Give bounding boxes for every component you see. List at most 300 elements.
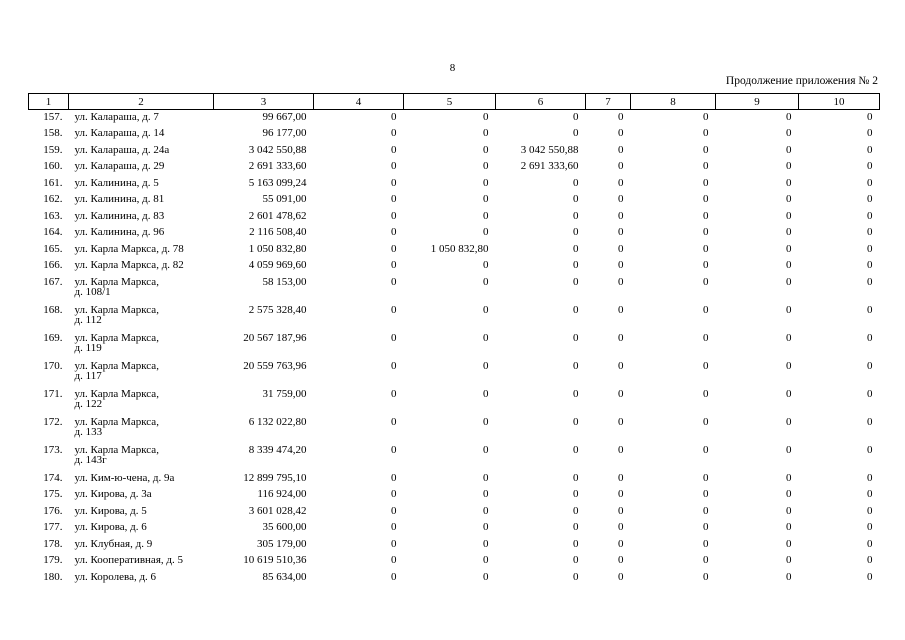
address-cell — [69, 192, 214, 209]
value-cell: 0 — [391, 331, 397, 344]
value-cell: 0 — [867, 143, 873, 156]
value-cell: 0 — [573, 537, 579, 550]
address-cell — [69, 520, 214, 537]
row-number: 178. — [43, 537, 63, 550]
value-cell: 0 — [786, 160, 792, 172]
value-cell: 0 — [391, 443, 397, 456]
value-cell: 0 — [483, 331, 489, 344]
value-cell: 0 — [703, 242, 709, 255]
value-cell: 0 — [618, 259, 624, 271]
value-cell: 2 691 333,60 — [520, 160, 579, 172]
value-cell: 0 — [618, 160, 624, 172]
value-cell: 2 691 333,60 — [248, 160, 307, 172]
value-cell: 0 — [391, 570, 397, 583]
value-cell: 0 — [703, 193, 709, 205]
value-cell: 0 — [703, 275, 709, 288]
value-cell: 0 — [573, 521, 579, 533]
address-line: ул. Кирова, д. 3а — [74, 488, 152, 500]
value-cell: 0 — [391, 488, 397, 500]
address-cell — [69, 303, 214, 331]
value-cell: 0 — [703, 143, 709, 156]
column-number-row — [29, 94, 880, 110]
row-number: 157. — [43, 111, 63, 123]
value-cell: 0 — [391, 143, 397, 156]
table-row — [29, 471, 880, 488]
address-cell — [69, 487, 214, 504]
table-row — [29, 504, 880, 521]
table-row — [29, 443, 880, 471]
value-cell: 0 — [703, 570, 709, 583]
value-cell: 0 — [703, 359, 709, 372]
value-cell: 3 601 028,42 — [248, 504, 307, 517]
value-cell: 0 — [867, 226, 873, 238]
address-line: ул. Ким-ю-чена, д. 9а — [74, 471, 175, 484]
table-row — [29, 225, 880, 242]
value-cell: 8 339 474,20 — [248, 443, 307, 456]
row-number: 162. — [43, 193, 63, 205]
value-cell: 0 — [867, 488, 873, 500]
table-row — [29, 331, 880, 359]
value-cell: 0 — [786, 176, 792, 189]
value-cell: 0 — [483, 303, 489, 316]
value-cell: 5 163 099,24 — [248, 176, 307, 189]
value-cell: 0 — [618, 359, 624, 372]
value-cell: 0 — [618, 193, 624, 205]
value-cell: 0 — [391, 111, 397, 123]
table-row — [29, 110, 880, 127]
value-cell: 0 — [618, 537, 624, 550]
value-cell: 0 — [867, 387, 873, 400]
value-cell: 0 — [391, 242, 397, 255]
value-cell: 0 — [867, 127, 873, 139]
address-cell — [69, 242, 214, 259]
value-cell: 0 — [867, 570, 873, 583]
value-cell: 0 — [391, 127, 397, 139]
value-cell: 0 — [786, 570, 792, 583]
row-number: 168. — [43, 303, 63, 316]
value-cell: 0 — [786, 209, 792, 222]
value-cell: 0 — [573, 259, 579, 271]
row-number: 170. — [43, 359, 63, 372]
value-cell: 4 059 969,60 — [248, 259, 307, 271]
address-line: ул. Калараша, д. 14 — [74, 127, 165, 139]
value-cell: 0 — [391, 275, 397, 288]
value-cell: 3 042 550,88 — [248, 143, 307, 156]
address-line: д. 108/1 — [74, 285, 111, 298]
address-cell — [69, 387, 214, 415]
value-cell: 0 — [867, 303, 873, 316]
value-cell: 0 — [703, 209, 709, 222]
value-cell: 1 050 832,80 — [248, 242, 307, 255]
value-cell: 0 — [483, 504, 489, 517]
address-line: ул. Кирова, д. 6 — [74, 521, 147, 533]
value-cell: 0 — [618, 331, 624, 344]
value-cell: 0 — [573, 209, 579, 222]
address-line: д. 143г — [74, 453, 107, 466]
address-line: ул. Калараша, д. 7 — [74, 111, 159, 123]
value-cell: 20 559 763,96 — [243, 359, 307, 372]
value-cell: 0 — [786, 415, 792, 428]
value-cell: 85 634,00 — [262, 570, 307, 583]
value-cell: 0 — [867, 554, 873, 566]
row-number: 179. — [43, 554, 63, 566]
value-cell: 0 — [618, 415, 624, 428]
value-cell: 2 601 478,62 — [248, 209, 307, 222]
column-header: 5 — [404, 94, 496, 110]
table-row — [29, 570, 880, 587]
value-cell: 0 — [703, 331, 709, 344]
value-cell: 0 — [867, 471, 873, 484]
address-line: ул. Калинина, д. 96 — [74, 226, 165, 238]
value-cell: 0 — [703, 176, 709, 189]
address-line: ул. Карла Маркса, — [74, 443, 159, 456]
address-line: д. 122 — [74, 397, 103, 410]
address-cell — [69, 159, 214, 176]
value-cell: 0 — [391, 160, 397, 172]
value-cell: 0 — [618, 111, 624, 123]
value-cell: 0 — [483, 127, 489, 139]
value-cell: 0 — [483, 359, 489, 372]
column-header: 10 — [799, 94, 880, 110]
value-cell: 0 — [618, 504, 624, 517]
value-cell: 0 — [618, 303, 624, 316]
address-cell — [69, 415, 214, 443]
value-cell: 0 — [573, 488, 579, 500]
value-cell: 0 — [867, 193, 873, 205]
value-cell: 0 — [483, 471, 489, 484]
address-line: ул. Карла Маркса, — [74, 275, 159, 288]
value-cell: 0 — [483, 160, 489, 172]
address-line: ул. Клубная, д. 9 — [74, 537, 153, 550]
table-row — [29, 275, 880, 303]
value-cell: 0 — [483, 209, 489, 222]
table-row — [29, 537, 880, 554]
value-cell: 12 899 795,10 — [243, 471, 307, 484]
value-cell: 0 — [867, 275, 873, 288]
value-cell: 0 — [391, 471, 397, 484]
value-cell: 0 — [573, 275, 579, 288]
address-cell — [69, 275, 214, 303]
address-line: ул. Калинина, д. 83 — [74, 209, 165, 222]
value-cell: 0 — [786, 226, 792, 238]
row-number: 161. — [43, 176, 63, 189]
value-cell: 0 — [786, 554, 792, 566]
address-line: ул. Карла Маркса, д. 78 — [74, 242, 184, 255]
value-cell: 0 — [786, 387, 792, 400]
value-cell: 0 — [573, 359, 579, 372]
value-cell: 0 — [703, 160, 709, 172]
value-cell: 0 — [573, 554, 579, 566]
row-number: 172. — [43, 415, 63, 428]
value-cell: 0 — [867, 443, 873, 456]
value-cell: 0 — [618, 143, 624, 156]
value-cell: 0 — [391, 303, 397, 316]
value-cell: 0 — [573, 387, 579, 400]
row-number: 177. — [43, 521, 63, 533]
column-header: 3 — [214, 94, 314, 110]
table-row — [29, 520, 880, 537]
address-line: ул. Карла Маркса, — [74, 387, 159, 400]
row-number: 174. — [43, 471, 63, 484]
table-row — [29, 258, 880, 275]
value-cell: 0 — [573, 176, 579, 189]
value-cell: 0 — [483, 554, 489, 566]
table-row — [29, 387, 880, 415]
value-cell: 0 — [618, 387, 624, 400]
value-cell: 0 — [483, 275, 489, 288]
address-cell — [69, 471, 214, 488]
value-cell: 0 — [483, 537, 489, 550]
value-cell: 0 — [483, 488, 489, 500]
address-line: ул. Карла Маркса, — [74, 303, 159, 316]
value-cell: 0 — [867, 331, 873, 344]
value-cell: 0 — [786, 331, 792, 344]
address-cell — [69, 258, 214, 275]
value-cell: 0 — [618, 127, 624, 139]
value-cell: 0 — [391, 537, 397, 550]
address-cell — [69, 359, 214, 387]
table-row — [29, 192, 880, 209]
value-cell: 305 179,00 — [257, 537, 307, 550]
value-cell: 0 — [618, 570, 624, 583]
row-number: 169. — [43, 331, 63, 344]
value-cell: 0 — [391, 176, 397, 189]
value-cell: 0 — [867, 537, 873, 550]
address-line: ул. Карла Маркса, д. 82 — [74, 259, 184, 271]
value-cell: 0 — [786, 471, 792, 484]
address-line: ул. Кирова, д. 5 — [74, 504, 147, 517]
value-cell: 55 091,00 — [262, 193, 307, 205]
address-cell — [69, 176, 214, 193]
table-row — [29, 359, 880, 387]
address-line: ул. Калараша, д. 24а — [74, 143, 170, 156]
value-cell: 0 — [786, 488, 792, 500]
address-cell — [69, 570, 214, 587]
value-cell: 0 — [703, 226, 709, 238]
appendix-table — [28, 93, 880, 586]
column-header: 8 — [631, 94, 716, 110]
value-cell: 0 — [703, 259, 709, 271]
value-cell: 0 — [618, 471, 624, 484]
row-number: 159. — [43, 143, 63, 156]
address-line: ул. Королева, д. 6 — [74, 570, 157, 583]
value-cell: 0 — [391, 193, 397, 205]
value-cell: 0 — [391, 554, 397, 566]
value-cell: 0 — [483, 193, 489, 205]
value-cell: 0 — [703, 521, 709, 533]
value-cell: 0 — [786, 111, 792, 123]
value-cell: 0 — [867, 209, 873, 222]
row-number: 167. — [43, 275, 63, 288]
value-cell: 0 — [703, 415, 709, 428]
address-cell — [69, 331, 214, 359]
table-row — [29, 553, 880, 570]
value-cell: 0 — [786, 275, 792, 288]
address-line: ул. Карла Маркса, — [74, 359, 159, 372]
value-cell: 96 177,00 — [262, 127, 307, 139]
value-cell: 1 050 832,80 — [430, 242, 489, 255]
row-number: 176. — [43, 504, 63, 517]
value-cell: 0 — [703, 127, 709, 139]
value-cell: 0 — [483, 415, 489, 428]
address-line: ул. Калинина, д. 81 — [74, 193, 165, 205]
value-cell: 0 — [483, 111, 489, 123]
row-number: 175. — [43, 488, 63, 500]
value-cell: 0 — [786, 242, 792, 255]
value-cell: 0 — [483, 443, 489, 456]
value-cell: 0 — [703, 387, 709, 400]
table-row — [29, 415, 880, 443]
value-cell: 0 — [867, 415, 873, 428]
address-cell — [69, 537, 214, 554]
value-cell: 0 — [867, 160, 873, 172]
value-cell: 20 567 187,96 — [243, 331, 307, 344]
value-cell: 0 — [391, 209, 397, 222]
row-number: 173. — [43, 443, 63, 456]
row-number: 164. — [43, 226, 63, 238]
value-cell: 116 924,00 — [257, 488, 307, 500]
value-cell: 99 667,00 — [262, 111, 307, 123]
table-row — [29, 126, 880, 143]
value-cell: 0 — [618, 242, 624, 255]
row-number: 166. — [43, 259, 63, 271]
address-cell — [69, 443, 214, 471]
value-cell: 0 — [786, 359, 792, 372]
table-row — [29, 159, 880, 176]
value-cell: 0 — [391, 504, 397, 517]
column-header: 1 — [29, 94, 69, 110]
value-cell: 0 — [786, 303, 792, 316]
row-number: 165. — [43, 242, 63, 255]
value-cell: 0 — [618, 275, 624, 288]
value-cell: 0 — [618, 209, 624, 222]
value-cell: 0 — [786, 537, 792, 550]
address-line: ул. Калараша, д. 29 — [74, 160, 165, 172]
value-cell: 0 — [867, 242, 873, 255]
table-row — [29, 143, 880, 160]
value-cell: 0 — [703, 554, 709, 566]
value-cell: 3 042 550,88 — [520, 143, 579, 156]
value-cell: 0 — [786, 127, 792, 139]
address-line: ул. Карла Маркса, — [74, 331, 159, 344]
address-line: д. 112 — [74, 313, 102, 326]
table-row — [29, 487, 880, 504]
row-number: 163. — [43, 209, 63, 222]
address-cell — [69, 209, 214, 226]
value-cell: 0 — [391, 387, 397, 400]
row-number: 158. — [43, 127, 63, 139]
value-cell: 0 — [483, 176, 489, 189]
row-number: 171. — [43, 387, 63, 400]
value-cell: 0 — [573, 127, 579, 139]
value-cell: 0 — [867, 359, 873, 372]
value-cell: 0 — [703, 303, 709, 316]
table-row — [29, 242, 880, 259]
value-cell: 0 — [703, 488, 709, 500]
value-cell: 0 — [391, 359, 397, 372]
value-cell: 0 — [703, 111, 709, 123]
value-cell: 6 132 022,80 — [248, 415, 307, 428]
value-cell: 0 — [703, 537, 709, 550]
column-header: 9 — [716, 94, 799, 110]
column-header: 4 — [314, 94, 404, 110]
value-cell: 0 — [786, 443, 792, 456]
address-cell — [69, 553, 214, 570]
value-cell: 0 — [703, 471, 709, 484]
value-cell: 35 600,00 — [262, 521, 307, 533]
value-cell: 0 — [618, 443, 624, 456]
value-cell: 0 — [867, 176, 873, 189]
value-cell: 2 116 508,40 — [249, 226, 307, 238]
column-header: 7 — [586, 94, 631, 110]
value-cell: 0 — [573, 504, 579, 517]
table-row — [29, 176, 880, 193]
value-cell: 10 619 510,36 — [243, 554, 307, 566]
value-cell: 0 — [573, 471, 579, 484]
value-cell: 0 — [867, 521, 873, 533]
value-cell: 0 — [618, 554, 624, 566]
column-header: 6 — [496, 94, 586, 110]
value-cell: 0 — [483, 387, 489, 400]
value-cell: 0 — [573, 242, 579, 255]
value-cell: 0 — [867, 111, 873, 123]
value-cell: 0 — [573, 331, 579, 344]
value-cell: 0 — [483, 570, 489, 583]
address-cell — [69, 504, 214, 521]
address-line: ул. Калинина, д. 5 — [74, 176, 159, 189]
address-cell — [69, 126, 214, 143]
value-cell: 0 — [786, 143, 792, 156]
value-cell: 0 — [786, 504, 792, 517]
value-cell: 0 — [391, 226, 397, 238]
value-cell: 0 — [703, 443, 709, 456]
table-row — [29, 209, 880, 226]
value-cell: 0 — [786, 259, 792, 271]
value-cell: 0 — [483, 226, 489, 238]
value-cell: 0 — [867, 504, 873, 517]
address-cell — [69, 143, 214, 160]
value-cell: 0 — [573, 415, 579, 428]
value-cell: 0 — [573, 570, 579, 583]
value-cell: 0 — [483, 259, 489, 271]
value-cell: 0 — [573, 443, 579, 456]
table-row — [29, 303, 880, 331]
value-cell: 0 — [573, 111, 579, 123]
page-number: 8 — [449, 62, 456, 74]
address-line: ул. Кооперативная, д. 5 — [74, 554, 183, 566]
address-line: д. 119 — [74, 341, 102, 354]
value-cell: 0 — [573, 303, 579, 316]
row-number: 180. — [43, 570, 63, 583]
value-cell: 31 759,00 — [262, 387, 307, 400]
value-cell: 0 — [483, 143, 489, 156]
value-cell: 58 153,00 — [262, 275, 307, 288]
column-header: 2 — [69, 94, 214, 110]
value-cell: 0 — [703, 504, 709, 517]
value-cell: 0 — [391, 259, 397, 271]
value-cell: 0 — [618, 521, 624, 533]
value-cell: 0 — [786, 193, 792, 205]
value-cell: 0 — [483, 521, 489, 533]
continuation-label: Продолжение приложения № 2 — [725, 75, 878, 87]
value-cell: 2 575 328,40 — [248, 303, 307, 316]
value-cell: 0 — [391, 415, 397, 428]
value-cell: 0 — [618, 226, 624, 238]
value-cell: 0 — [573, 226, 579, 238]
address-line: д. 117 — [74, 369, 102, 382]
row-number: 160. — [43, 160, 63, 172]
value-cell: 0 — [618, 176, 624, 189]
